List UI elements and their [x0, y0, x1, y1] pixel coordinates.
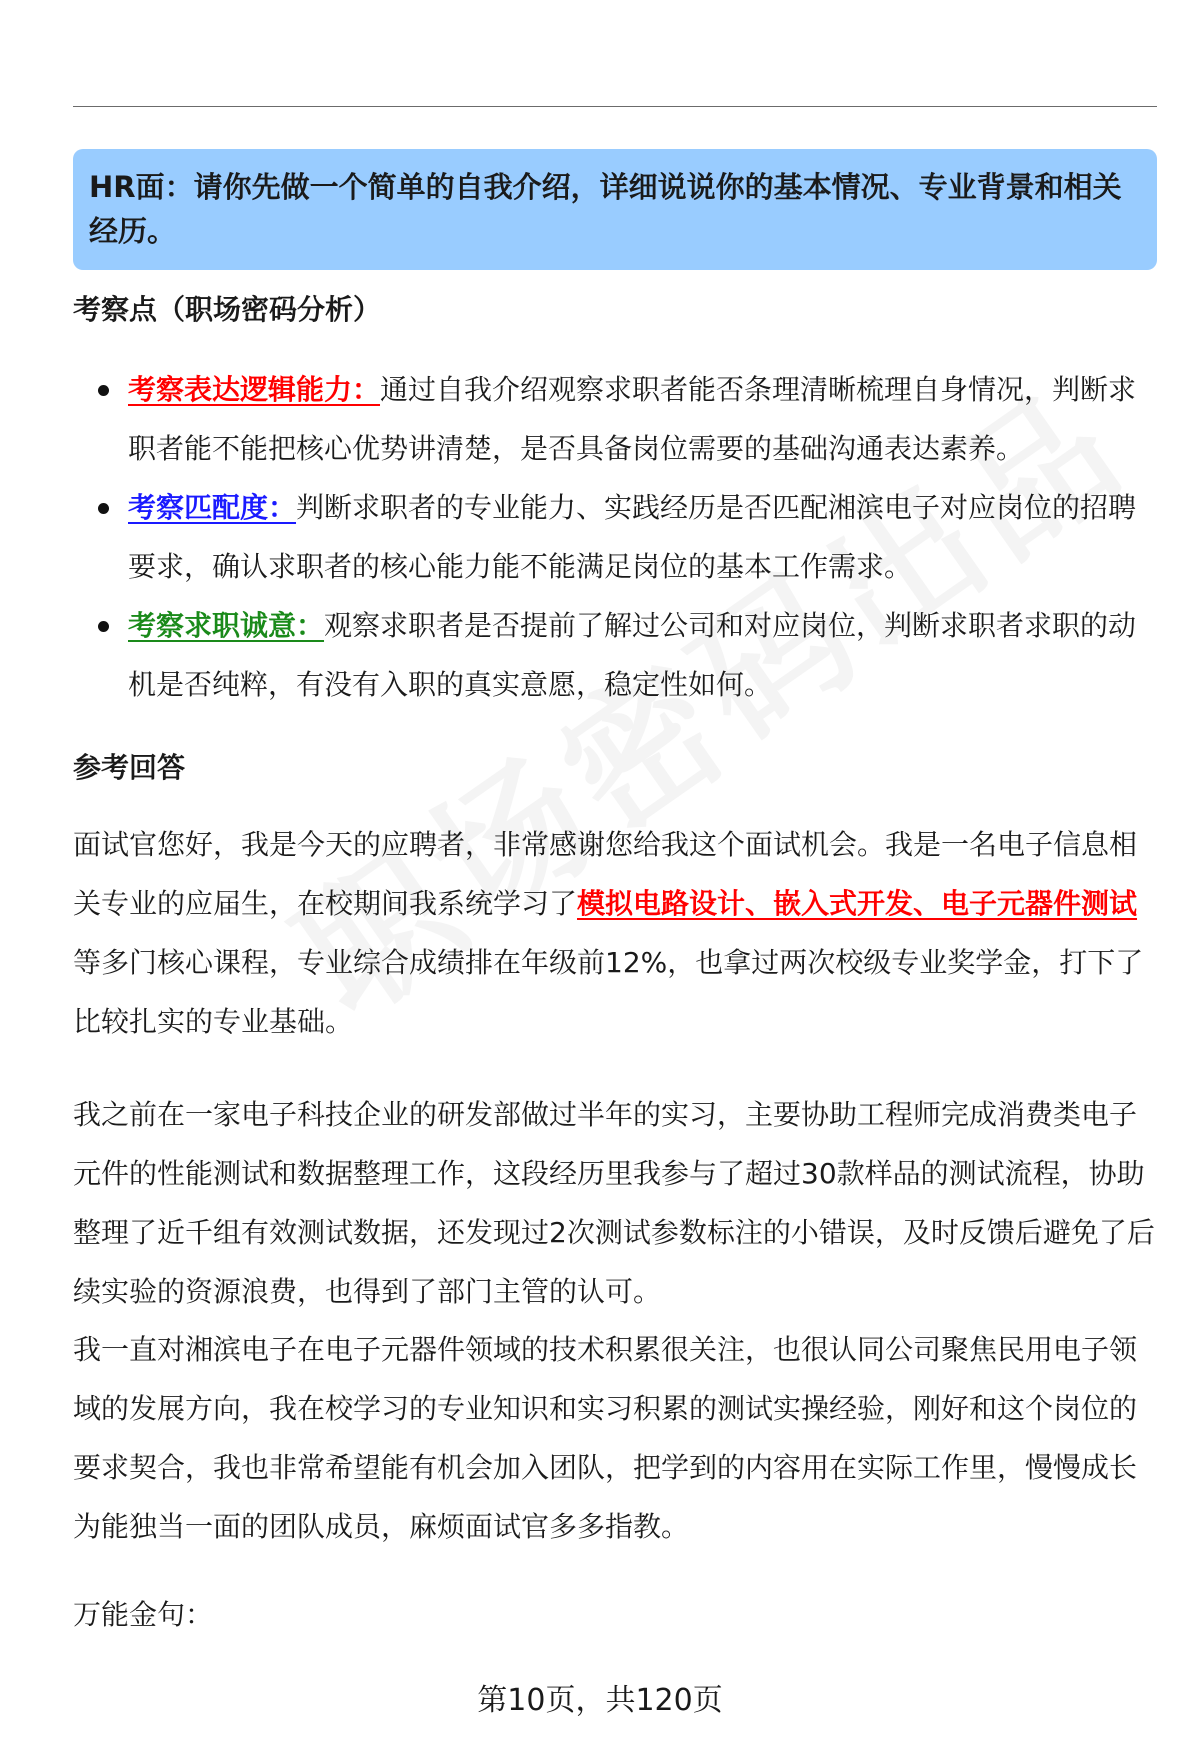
universal-phrase-label: 万能金句：: [73, 1598, 214, 1631]
answer-text: 等多门核心课程，专业综合成绩排在年级前12%，也拿过两次校级专业奖学金，打下了比较扎实的专业基础。: [73, 946, 1144, 1038]
list-item: [73, 478, 1163, 596]
answer-highlight: 模拟电路设计、嵌入式开发、电子元器件测试: [577, 887, 1138, 920]
top-divider: [73, 106, 1157, 107]
page-number: 第10页，共120页: [477, 1683, 723, 1718]
exam-points-list: [73, 360, 1163, 714]
answer-text: 面试官您好，我是今天的应聘者，非常感谢您给我这个面试机会。我是一名电子信息相关专业的应届生，在校期间我系统学习了: [73, 828, 1138, 920]
bullet-keyword: 考察求职诚意：: [128, 609, 325, 642]
bullet-dot-icon: [98, 385, 109, 396]
answer-paragraph-2: 我之前在一家电子科技企业的研发部做过半年的实习，主要协助工程师完成消费类电子元件的性能测试和数据整理工作，这段经历里我参与了超过30款样品的测试流程，协助整理了近千组有效测试数据，还发现过2次测试参数标注的小错误，及时反馈后避免了后续实验的资源浪费，也得到了部门主管的认可。: [73, 1098, 1155, 1308]
bullet-dot-icon: [98, 503, 109, 514]
bullet-keyword: 考察匹配度：: [128, 491, 297, 524]
section-heading-exam-points: 考察点（职场密码分析）: [73, 293, 382, 326]
bullet-text: 观察求职者是否提前了解过公司和对应岗位，判断求职者求职的动机是否纯粹，有没有入职的真实意愿，稳定性如何。: [128, 609, 1137, 701]
bullet-text: 通过自我介绍观察求职者能否条理清晰梳理自身情况，判断求职者能不能把核心优势讲清楚，是否具备岗位需要的基础沟通表达素养。: [128, 373, 1137, 465]
bullet-keyword: 考察表达逻辑能力：: [128, 373, 381, 406]
section-heading-reference-answer: 参考回答: [73, 751, 186, 784]
question-text: HR面：请你先做一个简单的自我介绍，详细说说你的基本情况、专业背景和相关经历。: [89, 170, 1122, 248]
answer-paragraph-1: [73, 815, 1163, 1051]
list-item: [73, 596, 1163, 714]
bullet-dot-icon: [98, 621, 109, 632]
bullet-text: 判断求职者的专业能力、实践经历是否匹配湘滨电子对应岗位的招聘要求，确认求职者的核心能力能不能满足岗位的基本工作需求。: [128, 491, 1137, 583]
question-box: [73, 149, 1157, 270]
list-item: [73, 360, 1163, 478]
answer-paragraph-3: 我一直对湘滨电子在电子元器件领域的技术积累很关注，也很认同公司聚焦民用电子领域的发展方向，我在校学习的专业知识和实习积累的测试实操经验，刚好和这个岗位的要求契合，我也非常希望能有机会加入团队，把学到的内容用在实际工作里，慢慢成长为能独当一面的团队成员，麻烦面试官多多指教。: [73, 1333, 1138, 1543]
